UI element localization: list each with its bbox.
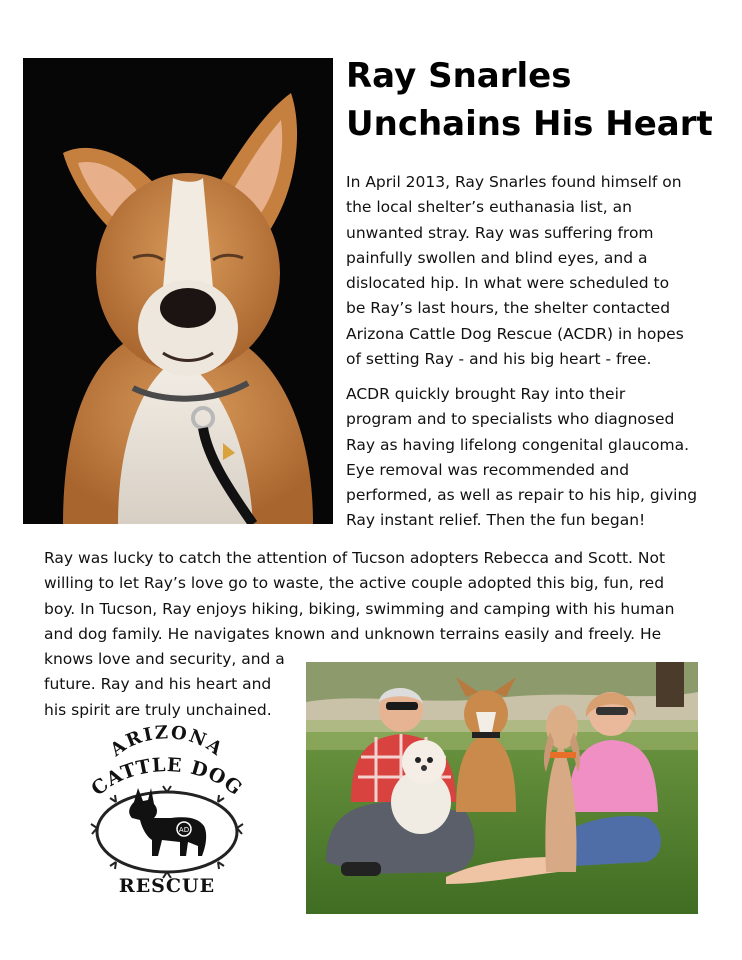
logo-middle-text: CATTLE DOG — [87, 754, 247, 801]
family-photo — [306, 662, 698, 914]
text-line: and dog family. He navigates known and unknown terrains easily and freely. He — [44, 624, 662, 643]
text-line: performed, as well as repair to his hip, giving — [346, 486, 698, 505]
logo-bottom-text: RESCUE — [118, 875, 216, 897]
text-line: In April 2013, Ray Snarles found himself on — [346, 173, 682, 191]
text-line: Ray as having lifelong congenital glaucoma. — [346, 435, 690, 454]
text-line: his spirit are truly unchained. — [44, 700, 272, 719]
family-photo-illustration — [306, 662, 698, 914]
ray-portrait-photo — [23, 58, 333, 524]
text-line: be Ray’s last hours, the shelter contacted — [346, 299, 671, 318]
acdr-logo-graphic — [76, 722, 258, 898]
title-line: Unchains His Heart — [346, 104, 713, 144]
text-line: unwanted stray. Ray was suffering from — [346, 223, 654, 242]
article-title — [346, 52, 726, 148]
text-line: of setting Ray - and his big heart - free. — [346, 350, 652, 369]
text-line: Eye removal was recommended and — [346, 460, 630, 479]
text-line: boy. In Tucson, Ray enjoys hiking, biking, swimming and camping with his human — [44, 599, 675, 618]
svg-text:ARIZONA — [106, 722, 228, 761]
logo-top-text: ARIZONA — [106, 722, 228, 761]
text-line: painfully swollen and blind eyes, and a — [346, 248, 648, 267]
text-line: Ray instant relief. Then the fun began! — [346, 511, 646, 530]
text-line: Ray was lucky to catch the attention of Tucson adopters Rebecca and Scott. Not — [44, 549, 666, 567]
text-line: knows love and security, and a — [44, 650, 285, 669]
acdr-logo — [76, 722, 258, 898]
text-line: willing to let Ray’s love go to waste, the active couple adopted this big, fun, red — [44, 574, 665, 593]
logo-badge-text: AD — [178, 826, 190, 834]
ray-portrait-illustration — [23, 58, 333, 524]
text-line: future. Ray and his heart and — [44, 675, 272, 694]
story-paragraph-2 — [346, 382, 697, 534]
title-line: Ray Snarles — [346, 56, 572, 96]
text-line: program and to specialists who diagnosed — [346, 410, 675, 429]
cattle-dog-silhouette-icon — [129, 788, 206, 856]
text-line: ACDR quickly brought Ray into their — [346, 385, 626, 403]
text-line: Arizona Cattle Dog Rescue (ACDR) in hopes — [346, 324, 684, 343]
story-paragraph-1 — [346, 170, 684, 372]
text-line: the local shelter’s euthanasia list, an — [346, 198, 632, 217]
text-line: dislocated hip. In what were scheduled to — [346, 274, 670, 293]
